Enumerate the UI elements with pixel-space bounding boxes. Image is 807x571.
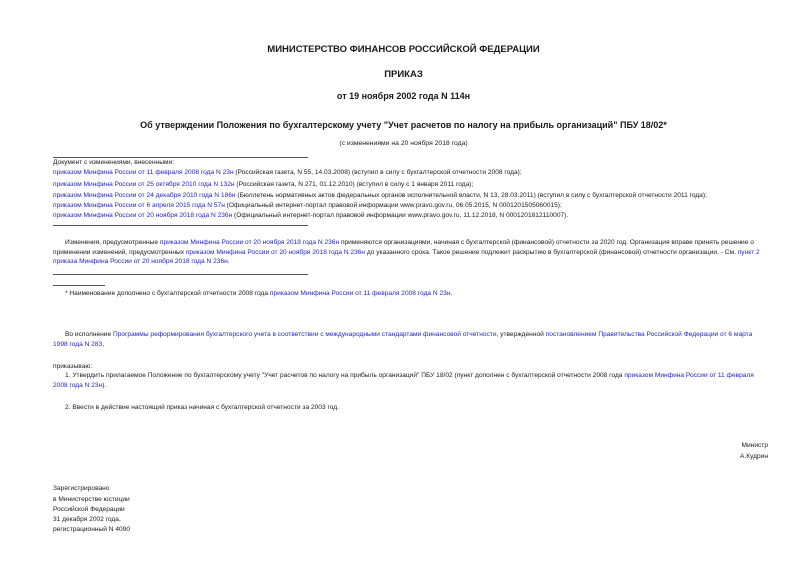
date-number: от 19 ноября 2002 года N 114н [336, 91, 471, 101]
note-link[interactable]: приказом Минфина России от 20 ноября 2018 года N 236н [185, 248, 366, 256]
signatory-name: А.Кудрин [740, 453, 768, 460]
order-word: приказываю: [53, 363, 93, 370]
order-item-link[interactable]: приказом Минфина России от 11 февраля 2008 года N 23н [53, 372, 754, 389]
note-link[interactable]: приказом Минфина России от 20 ноября 2018 года N 236н [159, 239, 340, 246]
registration-line: Российской Федерации [53, 506, 125, 513]
document-type: ПРИКАЗ [384, 69, 423, 80]
amendment-link[interactable]: приказом Минфина России от 6 апреля 2015 года N 57н [53, 202, 225, 209]
footnote-link[interactable]: приказом Минфина России от 11 февраля 2008 года N 23н [269, 290, 451, 297]
amendment-item: приказом Минфина России от 11 февраля 2008 года N 23н (Российская газета, N 55, 14.03.2008) (вступил в силу с бухгалтерской отчетности 2008 года); [53, 169, 522, 176]
amendment-link[interactable]: приказом Минфина России от 11 февраля 2008 года N 23н [53, 169, 234, 176]
document-title: Об утверждении Положения по бухгалтерскому учету "Учет расчетов по налогу на прибыль организаций" ПБУ 18/02* [140, 120, 667, 130]
amendment-link[interactable]: приказом Минфина России от 24 декабря 2010 года N 186н [53, 192, 236, 199]
amendment-item: приказом Минфина России от 20 ноября 2018 года N 236н (Официальный интернет-портал правовой информации www.pravo.gov.ru, 11.12.2018, N 0001201812110007). [53, 212, 569, 219]
footnote: * Наименование дополнено с бухгалтерской отчетности 2008 года приказом Минфина России от 11 февраля 2008 года N 23н. [65, 290, 453, 297]
preamble: Во исполнение Программы реформирования бухгалтерского учета в соответствии с международными стандартами финансовой отчетности, утвержденной постановлением Правительства Российской Федерации от 6 марта 1998 года N 283, [53, 331, 753, 348]
amendment-item: приказом Минфина России от 25 октября 2010 года N 132н (Российская газета, N 271, 01.12.2010) (вступил в силу с 1 января 2011 года); [53, 181, 474, 188]
registration-line: регистрационный N 4090 [53, 526, 131, 533]
amendments-bottom-rule [53, 225, 308, 226]
program-link[interactable]: Программы реформирования бухгалтерского учета в соответствии с международными стандартами финансовой отчетности [112, 331, 497, 338]
amendment-item: приказом Минфина России от 24 декабря 2010 года N 186н (Бюллетень нормативных актов федеральных органов исполнительной власти, N 13, 28.03.2011) (вступил в силу с бухгалтерской отчетности 2011 года); [53, 192, 707, 199]
changes-note: Изменения, предусмотренные приказом Минфина России от 20 ноября 2018 года N 236н применяются организациями, начиная с бухгалтерской (финансовой) отчетности за 2020 год. Организация вправе принять решение о применении изменений, предусмотренных приказом Минфина России от 20 ноября 2018 года N 236н до указанного срока. Такое решение подлежит раскрытию в бухгалтерской (финансовой) отчетности организации. - См. пункт 2 приказа Минфина России от 20 ноября 2018 года N 236н. [53, 239, 760, 266]
footnote-rule [53, 285, 105, 286]
amendment-link[interactable]: приказом Минфина России от 20 ноября 2018 года N 236н [53, 212, 233, 219]
registration-line: в Министерстве юстиции [53, 496, 130, 503]
note-link[interactable]: пункт 2 приказа Минфина России от 20 ноября 2018 года N 236н [53, 248, 760, 266]
revision-note: (с изменениями на 20 ноября 2018 года) [339, 140, 468, 147]
resolution-link[interactable]: постановлением Правительства Российской Федерации от 6 марта 1998 года N 283 [53, 331, 753, 348]
amendments-intro: Документ с изменениями, внесенными: [53, 159, 175, 166]
order-item-2: 2. Ввести в действие настоящий приказ начиная с бухгалтерской отчетности за 2003 год. [65, 404, 339, 411]
signatory-position: Министр [741, 442, 768, 449]
registration-line: 31 декабря 2002 года, [53, 516, 121, 523]
registration-line: Зарегистрировано [53, 485, 110, 492]
amendment-link[interactable]: приказом Минфина России от 25 октября 2010 года N 132н [53, 181, 235, 188]
order-item-1: 1. Утвердить прилагаемое Положение по бухгалтерскому учету "Учет расчетов по налогу на прибыль организаций" ПБУ 18/02 (пункт дополнен с бухгалтерской отчетности 2008 года приказом Минфина России от 11 февраля 2008 года N 23н). [53, 372, 754, 389]
amendment-item: приказом Минфина России от 6 апреля 2015 года N 57н (Официальный интернет-портал правовой информации www.pravo.gov.ru, 06.05.2015, N 0001201505060015); [53, 202, 562, 209]
ministry-heading: МИНИСТЕРСТВО ФИНАНСОВ РОССИЙСКОЙ ФЕДЕРАЦИИ [267, 44, 540, 55]
note-bottom-rule [53, 274, 308, 275]
